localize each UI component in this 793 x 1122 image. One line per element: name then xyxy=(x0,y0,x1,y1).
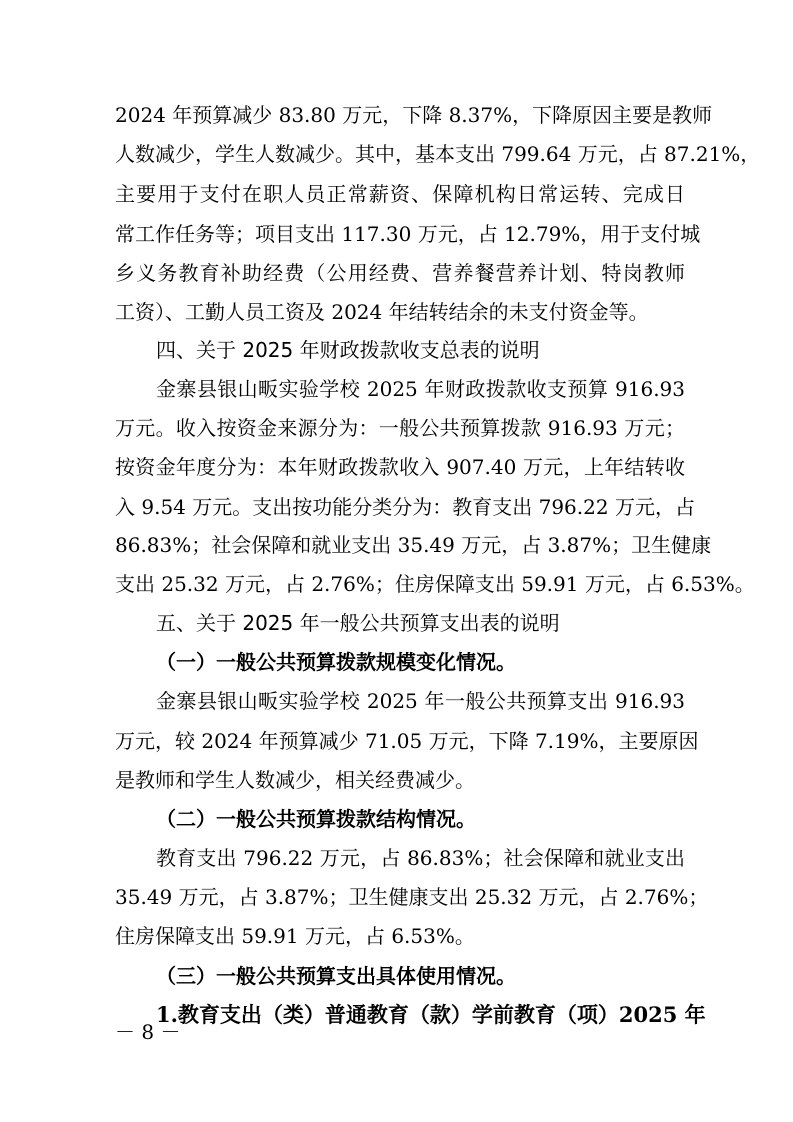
body-line: 2024 年预算减少 83.80 万元，下降 8.37%，下降原因主要是教师 xyxy=(115,103,713,127)
page-number: － 8 － xyxy=(115,1020,181,1044)
body-line: 乡义务教育补助经费（公用经费、营养餐营养计划、特岗教师 xyxy=(115,261,685,285)
body-line: 35.49 万元，占 3.87%；卫生健康支出 25.32 万元，占 2.76%； xyxy=(115,885,709,909)
body-line: 是教师和学生人数减少，相关经费减少。 xyxy=(115,768,475,792)
subheading-1: （一）一般公共预算拨款规模变化情况。 xyxy=(156,650,516,674)
body-line: 按资金年度分为：本年财政拨款收入 907.40 万元，上年结转收 xyxy=(115,455,685,479)
body-line: 金寨县银山畈实验学校 2025 年财政拨款收支预算 916.93 xyxy=(156,377,685,401)
subheading-3: （三）一般公共预算支出具体使用情况。 xyxy=(156,964,516,988)
body-line: 万元，较 2024 年预算减少 71.05 万元，下降 7.19%，主要原因 xyxy=(115,729,699,753)
subheading-2: （二）一般公共预算拨款结构情况。 xyxy=(156,807,476,831)
body-line: 入 9.54 万元。支出按功能分类分为：教育支出 796.22 万元，占 xyxy=(115,495,695,519)
body-line: 工资）、工勤人员工资及 2024 年结转结余的未支付资金等。 xyxy=(115,300,649,324)
section-heading-5: 五、关于 2025 年一般公共预算支出表的说明 xyxy=(156,611,560,635)
body-line: 住房保障支出 59.91 万元，占 6.53%。 xyxy=(115,924,475,948)
body-line: 人数减少，学生人数减少。其中，基本支出 799.64 万元，占 87.21%， xyxy=(115,142,761,166)
body-line: 教育支出 796.22 万元，占 86.83%；社会保障和就业支出 xyxy=(156,846,685,870)
body-line: 主要用于支付在职人员正常薪资、保障机构日常运转、完成日 xyxy=(115,182,685,206)
body-line: 86.83%；社会保障和就业支出 35.49 万元，占 3.87%；卫生健康 xyxy=(115,533,712,557)
body-line: 万元。收入按资金来源分为：一般公共预算拨款 916.93 万元； xyxy=(115,416,685,440)
body-line: 支出 25.32 万元，占 2.76%；住房保障支出 59.91 万元，占 6.53%。 xyxy=(115,572,755,596)
section-heading-4: 四、关于 2025 年财政拨款收支总表的说明 xyxy=(156,338,540,362)
body-line: 金寨县银山畈实验学校 2025 年一般公共预算支出 916.93 xyxy=(156,689,685,713)
body-line: 常工作任务等；项目支出 117.30 万元，占 12.79%，用于支付城 xyxy=(115,222,701,246)
subheading-4: 1.教育支出（类）普通教育（款）学前教育（项）2025 年 xyxy=(156,1002,706,1027)
